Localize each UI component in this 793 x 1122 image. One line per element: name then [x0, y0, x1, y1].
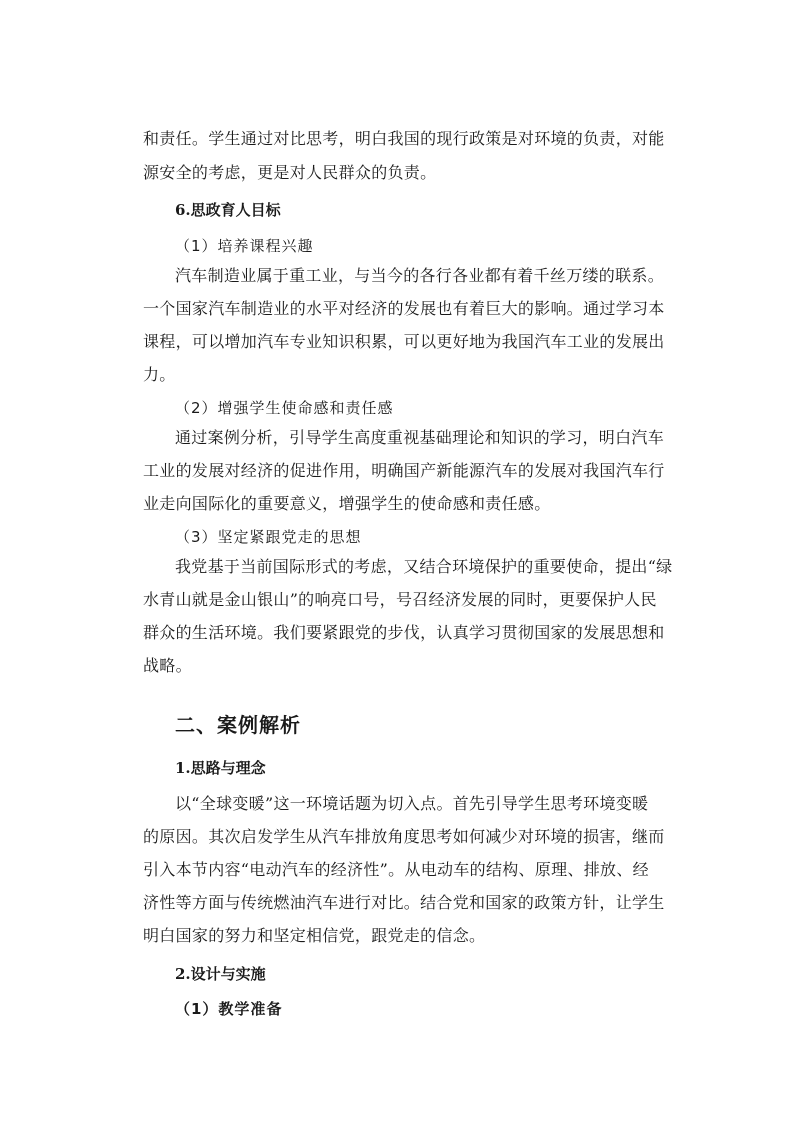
paragraph-line: 群众的生活环境。我们要紧跟党的步伐，认真学习贯彻国家的发展思想和	[143, 623, 665, 642]
paragraph-line: 课程，可以增加汽车专业知识积累，可以更好地为我国汽车工业的发展出	[143, 332, 665, 351]
section-heading: 2.设计与实施	[175, 965, 266, 983]
paragraph-line: 水青山就是金山银山”的响亮口号，号召经济发展的同时，更要保护人民	[143, 590, 657, 609]
subsection-title: （2）增强学生使命感和责任感	[175, 399, 394, 417]
paragraph-line: 业走向国际化的重要意义，增强学生的使命感和责任感。	[143, 494, 551, 513]
paragraph-line: 我党基于当前国际形式的考虑，又结合环境保护的重要使命，提出“绿	[175, 557, 673, 576]
paragraph-line: 战略。	[143, 656, 192, 675]
paragraph-line: 引入本节内容“电动汽车的经济性”。从电动车的结构、原理、排放、经	[143, 860, 649, 879]
paragraph-line: 的原因。其次启发学生从汽车排放角度思考如何减少对环境的损害，继而	[143, 827, 665, 846]
paragraph-line: 源安全的考虑，更是对人民群众的负责。	[143, 163, 437, 182]
paragraph-line: 力。	[143, 365, 176, 384]
paragraph-line: 通过案例分析，引导学生高度重视基础理论和知识的学习，明白汽车	[175, 428, 665, 447]
subsection-title: （1）培养课程兴趣	[175, 237, 314, 255]
subsection-title: （1）教学准备	[175, 1000, 283, 1018]
section-heading: 6.思政育人目标	[175, 201, 281, 219]
paragraph-line: 济性等方面与传统燃油汽车进行对比。结合党和国家的政策方针，让学生	[143, 893, 665, 912]
subsection-title: （3）坚定紧跟党走的思想	[175, 528, 362, 546]
paragraph-line: 工业的发展对经济的促进作用，明确国产新能源汽车的发展对我国汽车行	[143, 461, 665, 480]
paragraph-line: 汽车制造业属于重工业，与当今的各行各业都有着千丝万缕的联系。	[175, 266, 665, 285]
section-heading: 1.思路与理念	[175, 759, 266, 777]
paragraph-line: 明白国家的努力和坚定相信党，跟党走的信念。	[143, 926, 486, 945]
paragraph-line: 和责任。学生通过对比思考，明白我国的现行政策是对环境的负责，对能	[143, 129, 665, 148]
chapter-heading: 二、案例解析	[175, 713, 301, 737]
paragraph-line: 一个国家汽车制造业的水平对经济的发展也有着巨大的影响。通过学习本	[143, 299, 665, 318]
paragraph-line: 以“全球变暖”这一环境话题为切入点。首先引导学生思考环境变暖	[175, 794, 649, 813]
